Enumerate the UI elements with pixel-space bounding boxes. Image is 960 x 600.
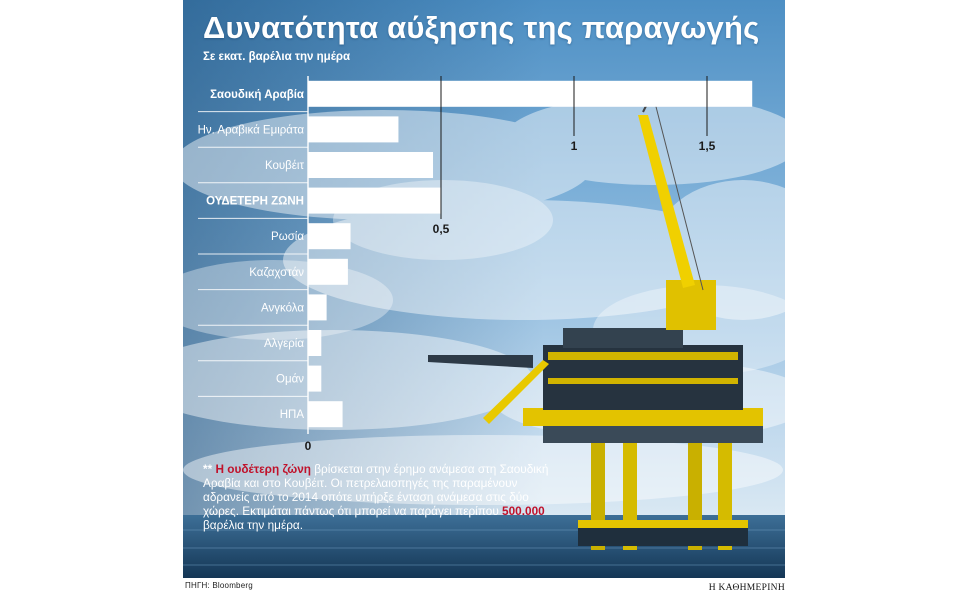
- bar: [308, 188, 441, 214]
- bar: [308, 294, 327, 320]
- category-label: Ρωσία: [271, 231, 304, 244]
- bar: [308, 152, 433, 178]
- category-label: ΟΥΔΕΤΕΡΗ ΖΩΝΗ: [206, 195, 304, 208]
- chart-title: Δυνατότητα αύξησης της παραγωγής: [203, 10, 760, 45]
- tick-label: 1: [570, 139, 578, 153]
- footnote-highlight: Η ουδέτερη ζώνη: [215, 462, 311, 476]
- tick-label: 1,5: [698, 139, 716, 153]
- category-label: Ανγκόλα: [261, 302, 304, 315]
- category-label: Σαουδική Αραβία: [210, 88, 304, 101]
- tick-label: 0: [304, 439, 312, 453]
- bar: [308, 401, 343, 427]
- tick-label: 0,5: [432, 222, 450, 236]
- bar: [308, 81, 752, 107]
- bar: [308, 223, 351, 249]
- category-label: Ην. Αραβικά Εμιράτα: [197, 124, 304, 137]
- category-label: Κουβέιτ: [264, 160, 304, 172]
- bar: [308, 366, 321, 392]
- footnote-text-2: βαρέλια την ημέρα.: [203, 518, 304, 532]
- footnote-text-1: βρίσκεται στην έρημο ανάμεσα στη Σαουδική Αραβία και στο Κουβέιτ. Οι πετρελαιοπηγές της παραμένουν αδρανείς από το 2014 οπότε υπήρξε ένταση ανάμεσα στις δύο χώρες. Εκτιμάται πάντως ότι μπορεί να παράγει περίπου: [203, 462, 549, 518]
- chart-subtitle: Σε εκατ. βαρέλια την ημέρα: [203, 51, 351, 63]
- footnote-number: 500.000: [502, 504, 545, 518]
- category-label: Καζαχστάν: [249, 266, 304, 279]
- bar: [308, 330, 321, 356]
- source-credit: ΠΗΓΗ: Bloomberg: [185, 581, 253, 590]
- bars-layer: [198, 76, 753, 453]
- footnote: [203, 462, 565, 532]
- category-label: Ομάν: [276, 373, 304, 386]
- category-label: Αλγερία: [263, 338, 304, 350]
- bar: [308, 116, 398, 142]
- newspaper-brand: Η ΚΑΘΗΜΕΡΙΝΗ: [708, 583, 785, 593]
- category-label: ΗΠΑ: [279, 409, 304, 422]
- bar: [308, 259, 348, 285]
- footnote-stars: **: [203, 462, 213, 476]
